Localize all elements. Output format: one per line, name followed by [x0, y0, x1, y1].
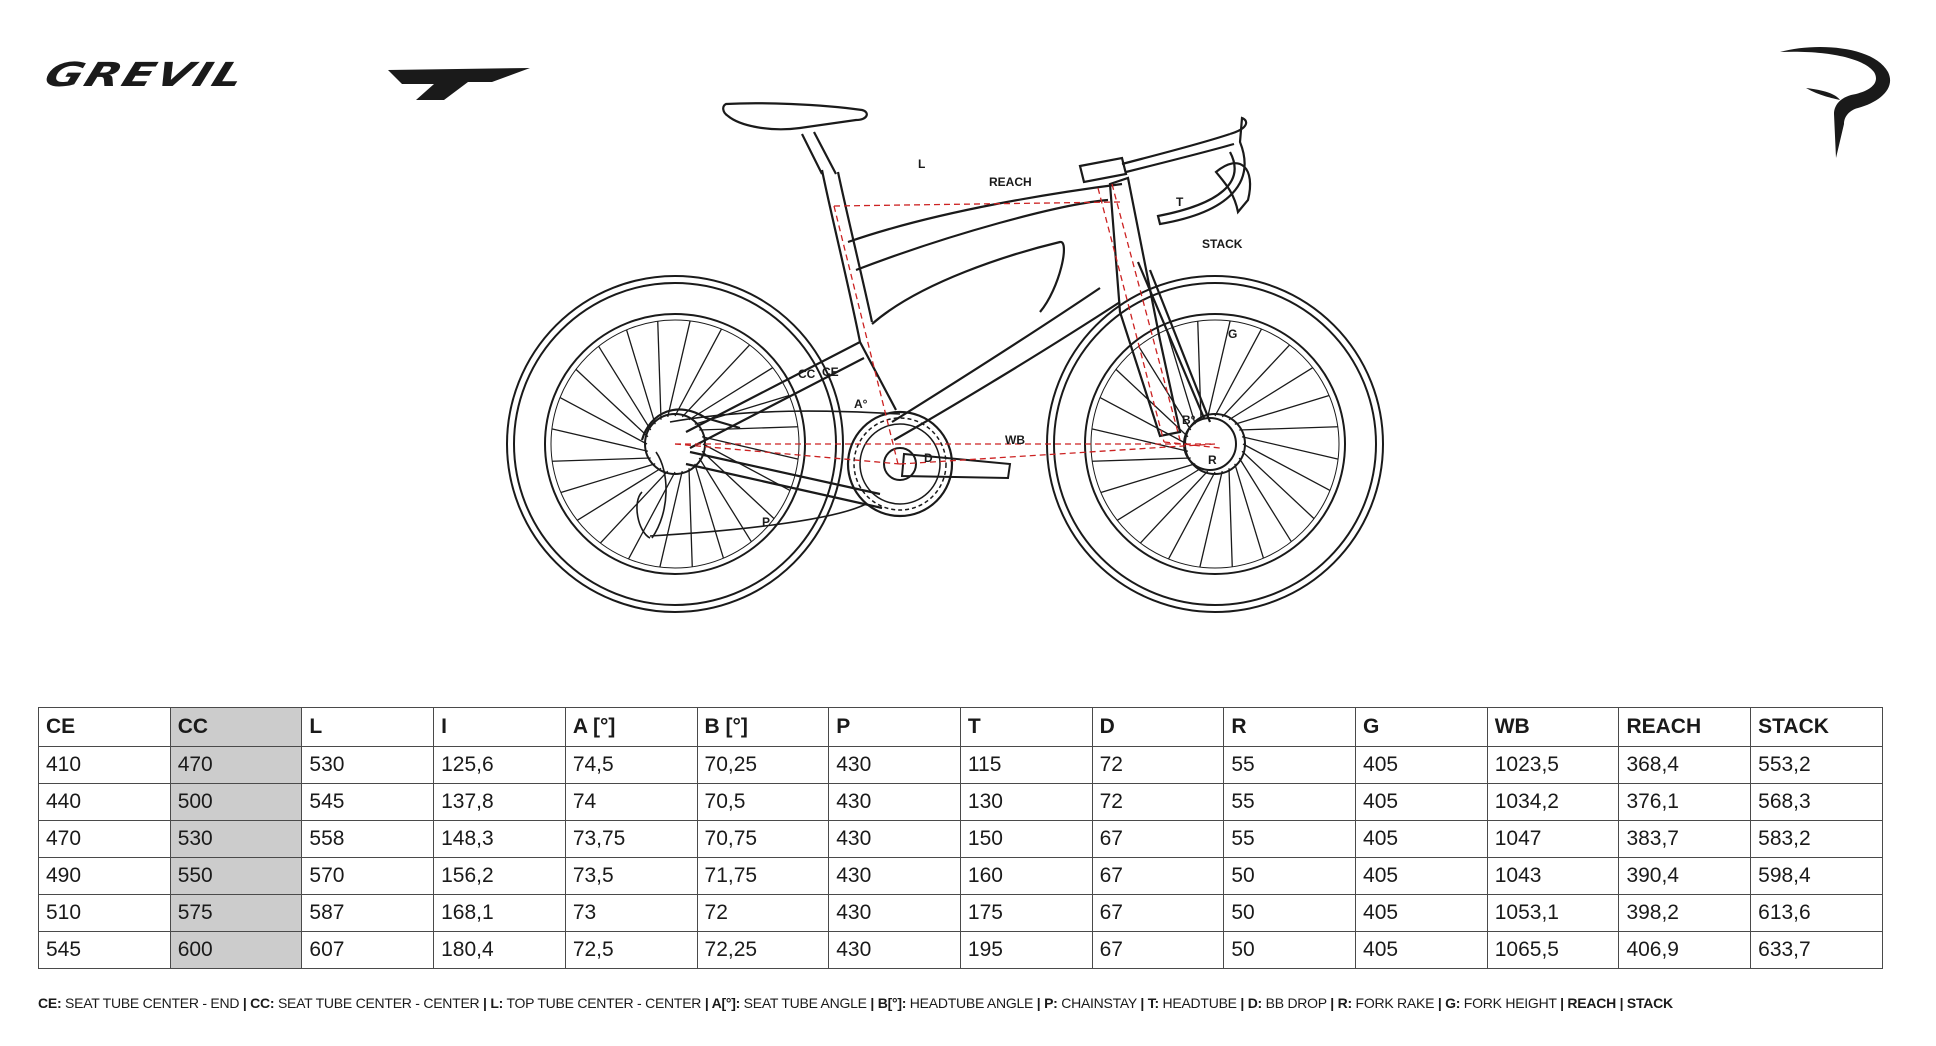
legend-text: BB DROP [1261, 995, 1331, 1011]
table-cell: 390,4 [1619, 858, 1751, 895]
table-cell: 568,3 [1751, 784, 1883, 821]
legend-text: FORK HEIGHT [1460, 995, 1561, 1011]
table-cell: 410 [39, 747, 171, 784]
legend-key: CE: [38, 995, 62, 1011]
table-cell: 50 [1224, 932, 1356, 969]
label-r: R [1208, 453, 1217, 467]
label-a: A° [854, 397, 868, 411]
table-cell: 583,2 [1751, 821, 1883, 858]
legend-key: | CC: [242, 995, 275, 1011]
table-cell: 558 [302, 821, 434, 858]
table-cell: 67 [1092, 932, 1224, 969]
table-cell: 613,6 [1751, 895, 1883, 932]
spoke [1239, 427, 1338, 430]
table-cell: 633,7 [1751, 932, 1883, 969]
spoke [660, 471, 682, 567]
spoke [702, 451, 774, 518]
table-cell: 490 [39, 858, 171, 895]
spoke [627, 330, 656, 424]
table-cell: 587 [302, 895, 434, 932]
table-cell: 430 [829, 895, 961, 932]
table-cell: 74,5 [565, 747, 697, 784]
spoke [1229, 368, 1313, 420]
label-wb: WB [1005, 433, 1025, 447]
label-cc: CC [798, 367, 816, 381]
column-header: P [829, 708, 961, 747]
table-cell: 1023,5 [1487, 747, 1619, 784]
spoke [668, 321, 690, 417]
spoke [1169, 472, 1215, 559]
table-cell: 72 [697, 895, 829, 932]
legend-text: SEAT TUBE ANGLE [740, 995, 871, 1011]
table-cell: 71,75 [697, 858, 829, 895]
spoke [1117, 468, 1201, 520]
table-cell: 50 [1224, 858, 1356, 895]
abbreviation-legend [38, 995, 1898, 1011]
spoke [1243, 444, 1330, 490]
legend-key: | L: [483, 995, 504, 1011]
label-d: D [924, 451, 933, 465]
spoke [699, 427, 798, 430]
table-cell: 500 [170, 784, 302, 821]
legend-key: | REACH | STACK [1560, 995, 1673, 1011]
spoke [1101, 464, 1195, 493]
column-header: B [°] [697, 708, 829, 747]
table-cell: 368,4 [1619, 747, 1751, 784]
table-header-row [39, 708, 1883, 747]
table-cell: 55 [1224, 747, 1356, 784]
table-cell: 383,7 [1619, 821, 1751, 858]
spoke [629, 472, 675, 559]
table-cell: 405 [1356, 858, 1488, 895]
label-stack: STACK [1202, 237, 1243, 251]
column-header: CC [170, 708, 302, 747]
table-cell: 70,75 [697, 821, 829, 858]
table-cell: 607 [302, 932, 434, 969]
spoke [1239, 458, 1291, 542]
column-header: WB [1487, 708, 1619, 747]
table-cell: 550 [170, 858, 302, 895]
table-cell: 168,1 [434, 895, 566, 932]
spoke [576, 369, 648, 436]
spoke [1208, 321, 1230, 417]
spoke [689, 468, 692, 567]
logo-bolt-icon [52, 62, 532, 106]
table-cell: 137,8 [434, 784, 566, 821]
spoke [577, 468, 661, 520]
spoke [1242, 437, 1338, 459]
table-cell: 553,2 [1751, 747, 1883, 784]
column-header: D [1092, 708, 1224, 747]
table-cell: 115 [960, 747, 1092, 784]
table-cell: 575 [170, 895, 302, 932]
table-cell: 430 [829, 821, 961, 858]
handlebar [1080, 118, 1250, 224]
table-cell: 70,5 [697, 784, 829, 821]
table-cell: 50 [1224, 895, 1356, 932]
table-cell: 125,6 [434, 747, 566, 784]
spoke [1167, 330, 1196, 424]
table-cell: 1043 [1487, 858, 1619, 895]
table-cell: 600 [170, 932, 302, 969]
pinarello-p-icon [1776, 44, 1896, 160]
column-header: T [960, 708, 1092, 747]
spoke [682, 345, 749, 417]
table-cell: 73 [565, 895, 697, 932]
table-row [39, 932, 1883, 969]
legend-text: SEAT TUBE CENTER - CENTER [274, 995, 484, 1011]
column-header: L [302, 708, 434, 747]
legend-key: | T: [1140, 995, 1159, 1011]
table-cell: 430 [829, 932, 961, 969]
table-cell: 530 [302, 747, 434, 784]
spoke [1222, 345, 1289, 417]
legend-key: | D: [1240, 995, 1262, 1011]
table-cell: 405 [1356, 747, 1488, 784]
table-cell: 510 [39, 895, 171, 932]
label-l: L [918, 157, 926, 171]
legend-key: | P: [1036, 995, 1058, 1011]
spoke [1116, 369, 1188, 436]
column-header: STACK [1751, 708, 1883, 747]
spoke [675, 329, 721, 416]
table-row [39, 821, 1883, 858]
grevil-wordmark-icon [39, 55, 532, 106]
legend-key: | R: [1330, 995, 1352, 1011]
table-cell: 150 [960, 821, 1092, 858]
spoke [600, 471, 667, 543]
table-cell: 405 [1356, 784, 1488, 821]
table-cell: 148,3 [434, 821, 566, 858]
table-cell: 180,4 [434, 932, 566, 969]
table-row [39, 895, 1883, 932]
spoke [560, 398, 647, 444]
table-cell: 405 [1356, 821, 1488, 858]
column-header: R [1224, 708, 1356, 747]
table-cell: 72,25 [697, 932, 829, 969]
label-g: G [1228, 327, 1238, 341]
table-cell: 73,5 [565, 858, 697, 895]
table-cell: 130 [960, 784, 1092, 821]
spoke [561, 464, 655, 493]
table-row [39, 784, 1883, 821]
spoke [552, 458, 651, 461]
table-cell: 430 [829, 858, 961, 895]
table-cell: 72 [1092, 784, 1224, 821]
table-cell: 73,75 [565, 821, 697, 858]
legend-text: HEADTUBE [1158, 995, 1241, 1011]
spoke [1200, 471, 1222, 567]
spoke [695, 464, 724, 558]
table-cell: 430 [829, 784, 961, 821]
legend-text: SEAT TUBE CENTER - END [61, 995, 243, 1011]
table-cell: 545 [39, 932, 171, 969]
table-row [39, 747, 1883, 784]
table-cell: 570 [302, 858, 434, 895]
table-cell: 156,2 [434, 858, 566, 895]
table-cell: 406,9 [1619, 932, 1751, 969]
spoke [552, 429, 648, 451]
table-cell: 545 [302, 784, 434, 821]
table-cell: 405 [1356, 895, 1488, 932]
spoke [1229, 468, 1232, 567]
table-cell: 67 [1092, 858, 1224, 895]
legend-text: CHAINSTAY [1057, 995, 1141, 1011]
table-cell: 72,5 [565, 932, 697, 969]
column-header: I [434, 708, 566, 747]
geometry-table [38, 707, 1883, 969]
label-p: P [762, 515, 771, 529]
column-header: CE [39, 708, 171, 747]
table-cell: 1047 [1487, 821, 1619, 858]
legend-key: | G: [1437, 995, 1461, 1011]
spoke [1235, 464, 1264, 558]
spoke [658, 321, 661, 420]
table-cell: 470 [39, 821, 171, 858]
spoke [599, 346, 651, 430]
legend-text: FORK RAKE [1351, 995, 1438, 1011]
table-cell: 195 [960, 932, 1092, 969]
table-cell: 67 [1092, 821, 1224, 858]
label-reach: REACH [989, 175, 1032, 189]
spoke [1092, 458, 1191, 461]
table-cell: 72 [1092, 747, 1224, 784]
table-cell: 440 [39, 784, 171, 821]
label-ce: CE [822, 365, 839, 379]
table-cell: 67 [1092, 895, 1224, 932]
label-t: T [1176, 195, 1184, 209]
table-cell: 1065,5 [1487, 932, 1619, 969]
saddle [723, 103, 867, 174]
table-cell: 470 [170, 747, 302, 784]
column-header: REACH [1619, 708, 1751, 747]
table-cell: 530 [170, 821, 302, 858]
spoke [1235, 396, 1329, 425]
spoke [1242, 451, 1314, 518]
bike-geometry-diagram [500, 92, 1420, 642]
spoke [1140, 471, 1207, 543]
table-cell: 405 [1356, 932, 1488, 969]
table-cell: 74 [565, 784, 697, 821]
spoke [1215, 329, 1261, 416]
table-cell: 430 [829, 747, 961, 784]
table-cell: 1034,2 [1487, 784, 1619, 821]
column-header: A [°] [565, 708, 697, 747]
table-cell: 598,4 [1751, 858, 1883, 895]
legend-key: | B[°]: [870, 995, 907, 1011]
table-cell: 1053,1 [1487, 895, 1619, 932]
legend-text: TOP TUBE CENTER - CENTER [503, 995, 705, 1011]
table-cell: 70,25 [697, 747, 829, 784]
legend-key: | A[°]: [704, 995, 741, 1011]
label-b: B° [1182, 413, 1196, 427]
table-cell: 376,1 [1619, 784, 1751, 821]
model-name: GREVIL [39, 55, 252, 94]
table-row [39, 858, 1883, 895]
legend-text: HEADTUBE ANGLE [906, 995, 1037, 1011]
table-cell: 55 [1224, 784, 1356, 821]
column-header: G [1356, 708, 1488, 747]
table-cell: 160 [960, 858, 1092, 895]
table-cell: 398,2 [1619, 895, 1751, 932]
table-cell: 55 [1224, 821, 1356, 858]
table-cell: 175 [960, 895, 1092, 932]
